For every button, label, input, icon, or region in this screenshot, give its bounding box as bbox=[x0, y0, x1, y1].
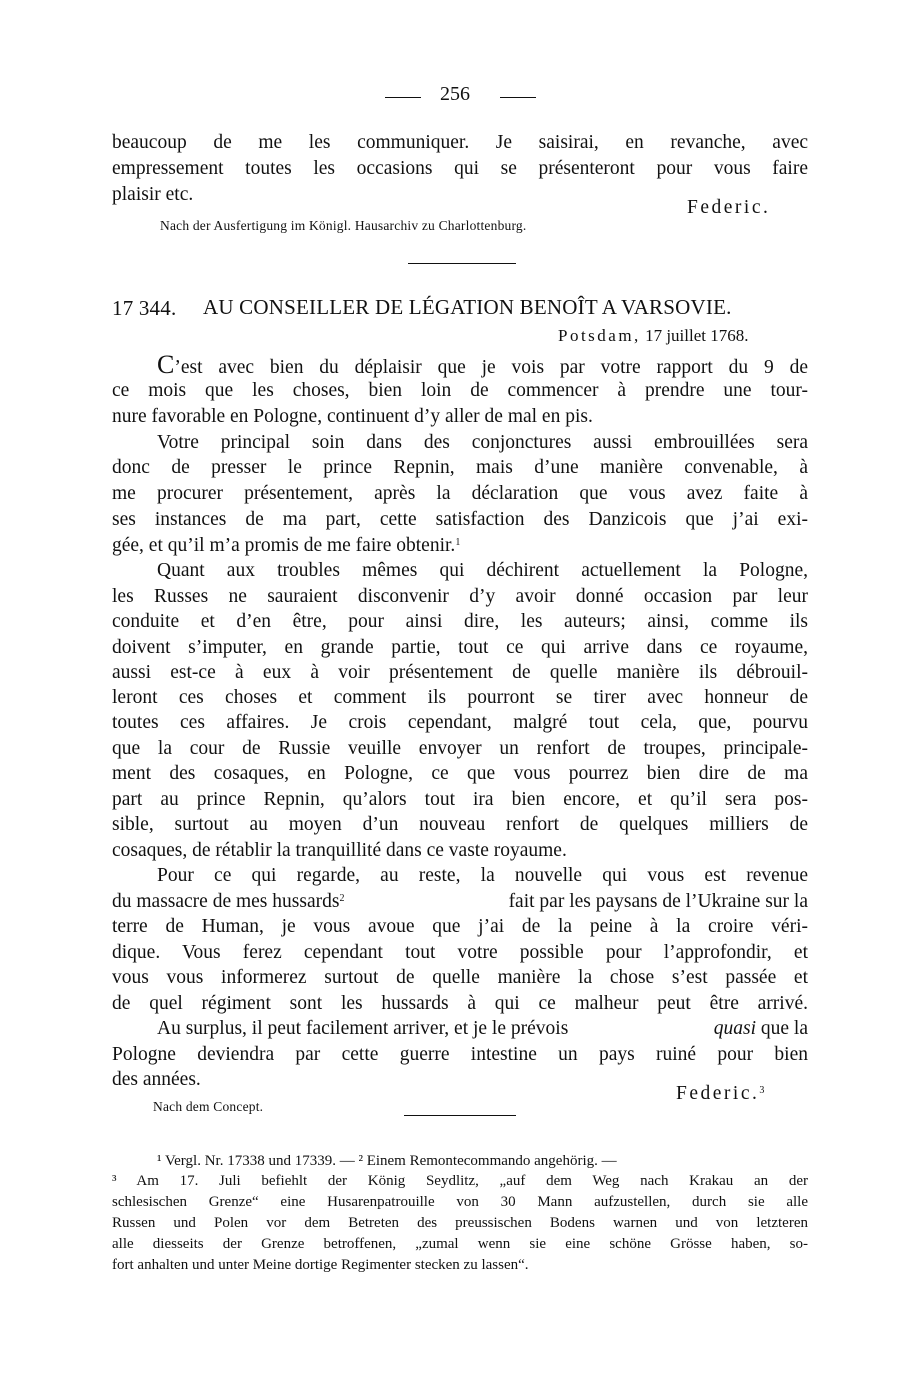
footnote-line: ¹ Vergl. Nr. 17338 und 17339. — ² Einem Remontecommando angehörig. — bbox=[157, 1153, 617, 1169]
body-line: des années. bbox=[112, 1069, 201, 1090]
body-line: ce mois que les choses, bien loin de commencer à prendre une tour- bbox=[112, 380, 808, 401]
body-text: Au surplus, il peut facilement arriver, et je le prévois bbox=[157, 1018, 569, 1039]
body-text: du massacre de mes hussards$^2$ bbox=[112, 891, 345, 912]
source-note: Nach der Ausfertigung im Königl. Hausarchiv zu Charlottenburg. bbox=[160, 218, 527, 233]
footnote-mark: 3 bbox=[759, 1085, 765, 1096]
footnote-line: fort anhalten und unter Meine dortige Regimenter stecken zu lassen“. bbox=[112, 1257, 529, 1273]
footnote-line: schlesischen Grenze“ eine Husarenpatrouille von 30 Mann aufzustellen, durch sie alle bbox=[112, 1194, 808, 1210]
body-line: vous vous informerez surtout de quelle manière la chose s’est passée et bbox=[112, 967, 808, 988]
continuation-line: plaisir etc. bbox=[112, 184, 194, 205]
body-text: ’est avec bien du déplaisir que je vois par votre rapport du 9 de bbox=[174, 357, 808, 378]
body-line: ment des cosaques, en Pologne, ce que vous pourrez bien dire de ma bbox=[112, 763, 808, 784]
body-line: que la cour de Russie veuille envoyer un renfort de troupes, principale- bbox=[112, 738, 808, 759]
body-line: ses instances de ma part, cette satisfaction des Danzicois que j’ai exi- bbox=[112, 509, 808, 530]
page-number: 256 bbox=[440, 83, 470, 105]
source-note: Nach dem Concept. bbox=[153, 1099, 264, 1114]
body-line: aussi est-ce à eux à voir présentement de quelle manière ils débrouil- bbox=[112, 662, 808, 683]
body-line: cosaques, de rétablir la tranquillité dans ce vaste royaume. bbox=[112, 840, 567, 861]
continuation-line: empressement toutes les occasions qui se présenteront pour vous faire bbox=[112, 158, 808, 179]
letter-place-date bbox=[558, 326, 748, 346]
signature: Federic. bbox=[687, 197, 771, 218]
body-line: doivent s’imputer, en grande partie, tout ce qui arrive dans ce royaume, bbox=[112, 637, 808, 658]
body-text: gée, et qu’il m’a promis de me faire obtenir. bbox=[112, 535, 456, 556]
body-line: Pologne deviendra par cette guerre intestine un pays ruiné pour bien bbox=[112, 1044, 808, 1065]
body-line: leront ces choses et comment ils pourront se tirer avec honneur de bbox=[112, 687, 808, 708]
body-line: sible, surtout au moyen d’un nouveau renfort de quelques milliers de bbox=[112, 814, 808, 835]
body-line bbox=[112, 889, 808, 914]
footnote-line: alle diesseits der Grenze betroffenen, „zumal wenn sie eine schöne Grösse haben, so- bbox=[112, 1236, 808, 1252]
body-line bbox=[157, 1016, 808, 1041]
body-line: me procurer présentement, après la déclaration que vous avez faite à bbox=[112, 483, 808, 504]
body-line: de quel régiment sont les hussards à qui ce malheur peut être arrivé. bbox=[112, 993, 808, 1014]
footnote-mark: 1 bbox=[455, 537, 461, 548]
body-line: terre de Human, je vous avoue que j’ai de la peine à la croire véri- bbox=[112, 916, 808, 937]
header-rule-left bbox=[385, 97, 421, 98]
body-line: donc de presser le prince Repnin, mais d’une manière convenable, à bbox=[112, 457, 808, 478]
body-line: dique. Vous ferez cependant tout votre possible pour l’approfondir, et bbox=[112, 942, 808, 963]
body-line bbox=[112, 533, 460, 558]
body-line: Votre principal soin dans des conjonctures aussi embrouillées sera bbox=[157, 432, 808, 453]
body-line: nure favorable en Pologne, continuent d’y aller de mal en pis. bbox=[112, 406, 593, 427]
letter-title: AU CONSEILLER DE LÉGATION BENOÎT A VARSOVIE. bbox=[203, 295, 732, 319]
body-line: conduite et d’en être, pour ainsi dire, les auteurs; ainsi, comme ils bbox=[112, 611, 808, 632]
body-line: Quant aux troubles mêmes qui déchirent actuellement la Pologne, bbox=[157, 560, 808, 581]
drop-cap: C bbox=[157, 350, 175, 379]
section-divider bbox=[408, 263, 516, 264]
footnote-line: Russen und Polen vor dem Betreten des preussischen Bodens warnen und von letzteren bbox=[112, 1215, 808, 1231]
continuation-line: beaucoup de me les communiquer. Je saisirai, en revanche, avec bbox=[112, 132, 808, 153]
letter-place: Potsdam, bbox=[558, 326, 641, 345]
body-line: toutes ces affaires. Je crois cependant, malgré tout cela, que, pourvu bbox=[112, 712, 808, 733]
body-text: quasi que la bbox=[713, 1018, 808, 1039]
body-line: Pour ce qui regarde, au reste, la nouvelle qui vous est revenue bbox=[157, 865, 808, 886]
body-line bbox=[157, 352, 808, 380]
footnote-divider bbox=[404, 1115, 516, 1116]
signature: Federic.$^3$ bbox=[676, 1083, 765, 1104]
letter-date: 17 juillet 1768. bbox=[645, 326, 749, 345]
footnote-mark: 2 bbox=[339, 893, 345, 904]
body-line: les Russes ne sauraient disconvenir d’y avoir donné occasion par leur bbox=[112, 586, 808, 607]
italic-word: quasi bbox=[713, 1018, 757, 1039]
body-text: fait par les paysans de l’Ukraine sur la bbox=[508, 891, 808, 912]
letter-number: 17 344. bbox=[112, 296, 177, 320]
body-line: part au prince Repnin, qu’alors tout ira bien encore, et qu’il sera pos- bbox=[112, 789, 808, 810]
footnote-line: ³ Am 17. Juli befiehlt der König Seydlitz, „auf dem Weg nach Krakau an der bbox=[112, 1173, 808, 1189]
header-rule-right bbox=[500, 97, 536, 98]
